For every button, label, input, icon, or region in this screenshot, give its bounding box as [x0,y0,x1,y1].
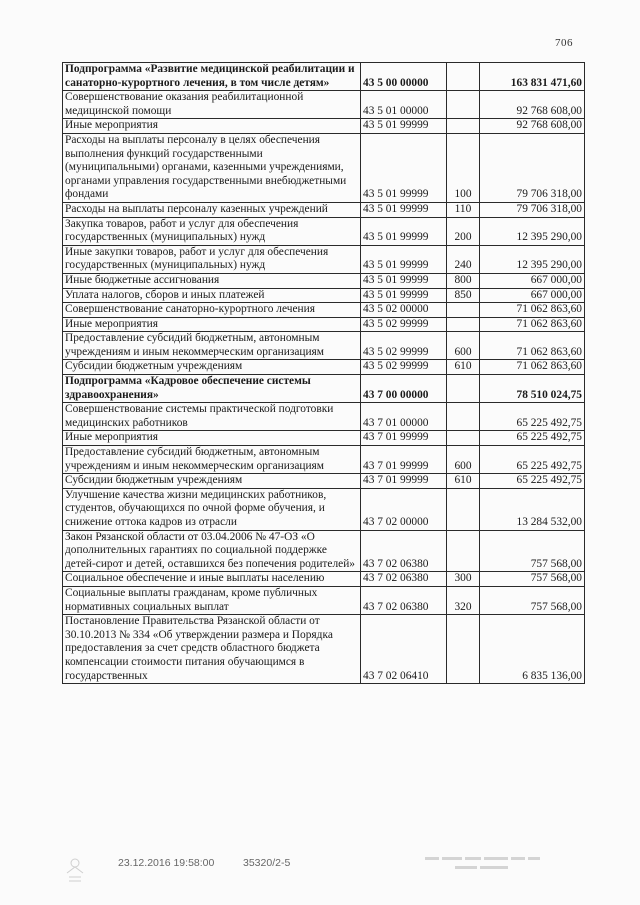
table-row [63,586,585,614]
table-row [63,202,585,217]
row-code: 43 5 01 00000 [361,91,447,119]
row-name: Иные бюджетные ассигнования [63,273,361,288]
budget-table [62,62,585,684]
row-amount: 79 706 318,00 [480,202,585,217]
document-stamp-icon [64,855,86,885]
row-name: Иные мероприятия [63,119,361,134]
row-type [447,91,480,119]
row-code: 43 7 02 06380 [361,530,447,572]
row-amount: 71 062 863,60 [480,303,585,318]
row-amount: 65 225 492,75 [480,474,585,489]
page-number: 706 [555,37,573,49]
row-name: Иные мероприятия [63,431,361,446]
row-code: 43 7 01 99999 [361,431,447,446]
row-type [447,375,480,403]
row-name: Расходы на выплаты персоналу в целях обеспечения выполнения функций государственными (муниципальными) органами, казенными учреждениями, органами управления государственными внебюджетными фондами [63,133,361,202]
row-code: 43 5 01 99999 [361,273,447,288]
row-amount: 667 000,00 [480,288,585,303]
row-code: 43 5 01 99999 [361,245,447,273]
row-amount: 163 831 471,60 [480,63,585,91]
row-name: Иные закупки товаров, работ и услуг для обеспечения государственных (муниципальных) нужд [63,245,361,273]
footer-doc-code: 35320/2-5 [243,857,291,869]
table-row [63,288,585,303]
footer [0,855,640,895]
row-type: 200 [447,217,480,245]
table-row [63,360,585,375]
table-row [63,245,585,273]
row-type: 110 [447,202,480,217]
row-type: 100 [447,133,480,202]
table-row [63,119,585,134]
row-type [447,303,480,318]
row-amount: 71 062 863,60 [480,332,585,360]
row-code: 43 7 02 06380 [361,586,447,614]
row-code: 43 7 01 00000 [361,403,447,431]
row-name: Закон Рязанской области от 03.04.2006 № 47-ОЗ «О дополнительных гарантиях по социальной поддержке детей-сирот и детей, оставшихся без попечения родителей» [63,530,361,572]
row-code: 43 5 01 99999 [361,133,447,202]
row-amount: 65 225 492,75 [480,446,585,474]
row-code: 43 5 01 99999 [361,119,447,134]
row-type [447,431,480,446]
watermark-text [425,855,543,878]
row-name: Подпрограмма «Кадровое обеспечение системы здравоохранения» [63,375,361,403]
table-row [63,446,585,474]
table-row [63,474,585,489]
row-code: 43 5 02 99999 [361,360,447,375]
row-type: 300 [447,572,480,587]
row-name: Субсидии бюджетным учреждениям [63,360,361,375]
row-code: 43 7 00 00000 [361,375,447,403]
table-row [63,332,585,360]
row-type: 610 [447,474,480,489]
table-row [63,615,585,684]
row-type [447,488,480,530]
row-code: 43 5 02 99999 [361,317,447,332]
row-type: 600 [447,332,480,360]
row-name: Субсидии бюджетным учреждениям [63,474,361,489]
row-amount: 12 395 290,00 [480,245,585,273]
table-row [63,91,585,119]
row-amount: 71 062 863,60 [480,317,585,332]
row-code: 43 5 02 00000 [361,303,447,318]
row-name: Совершенствование санаторно-курортного лечения [63,303,361,318]
row-amount: 667 000,00 [480,273,585,288]
table-row [63,488,585,530]
row-amount: 65 225 492,75 [480,403,585,431]
footer-date: 23.12.2016 19:58:00 [118,857,215,869]
row-name: Закупка товаров, работ и услуг для обеспечения государственных (муниципальных) нужд [63,217,361,245]
row-code: 43 5 01 99999 [361,202,447,217]
table-row [63,63,585,91]
row-type: 240 [447,245,480,273]
table-row [63,273,585,288]
row-name: Подпрограмма «Развитие медицинской реабилитации и санаторно-курортного лечения, в том числе детям» [63,63,361,91]
row-amount: 6 835 136,00 [480,615,585,684]
row-type [447,403,480,431]
row-code: 43 5 01 99999 [361,288,447,303]
row-code: 43 7 02 06410 [361,615,447,684]
row-amount: 71 062 863,60 [480,360,585,375]
row-type [447,63,480,91]
row-name: Совершенствование оказания реабилитационной медицинской помощи [63,91,361,119]
row-name: Предоставление субсидий бюджетным, автономным учреждениям и иным некоммерческим организациям [63,332,361,360]
row-amount: 13 284 532,00 [480,488,585,530]
row-name: Предоставление субсидий бюджетным, автономным учреждениям и иным некоммерческим организациям [63,446,361,474]
row-name: Иные мероприятия [63,317,361,332]
row-type: 850 [447,288,480,303]
row-name: Постановление Правительства Рязанской области от 30.10.2013 № 334 «Об утверждении размера и Порядка предоставления за счет средств областного бюджета компенсации стоимости питания обучающимся в государственных [63,615,361,684]
table-row [63,530,585,572]
row-type [447,119,480,134]
row-code: 43 7 02 00000 [361,488,447,530]
table-row [63,375,585,403]
table-row [63,403,585,431]
row-amount: 79 706 318,00 [480,133,585,202]
row-code: 43 5 00 00000 [361,63,447,91]
row-amount: 12 395 290,00 [480,217,585,245]
row-code: 43 5 01 99999 [361,217,447,245]
row-name: Совершенствование системы практической подготовки медицинских работников [63,403,361,431]
row-amount: 757 568,00 [480,572,585,587]
row-type: 800 [447,273,480,288]
row-type: 320 [447,586,480,614]
row-amount: 92 768 608,00 [480,119,585,134]
row-amount: 757 568,00 [480,586,585,614]
row-code: 43 7 02 06380 [361,572,447,587]
row-amount: 78 510 024,75 [480,375,585,403]
row-name: Уплата налогов, сборов и иных платежей [63,288,361,303]
row-code: 43 5 02 99999 [361,332,447,360]
row-type [447,615,480,684]
row-code: 43 7 01 99999 [361,446,447,474]
row-name: Расходы на выплаты персоналу казенных учреждений [63,202,361,217]
row-amount: 757 568,00 [480,530,585,572]
table-row [63,572,585,587]
row-type: 600 [447,446,480,474]
row-type [447,317,480,332]
row-amount: 92 768 608,00 [480,91,585,119]
row-type: 610 [447,360,480,375]
table-row [63,317,585,332]
row-name: Социальное обеспечение и иные выплаты населению [63,572,361,587]
row-name: Социальные выплаты гражданам, кроме публичных нормативных социальных выплат [63,586,361,614]
table-row [63,217,585,245]
budget-table-body [63,63,585,684]
table-row [63,133,585,202]
row-type [447,530,480,572]
table-row [63,431,585,446]
row-name: Улучшение качества жизни медицинских работников, студентов, обучающихся по очной форме обучения, и снижение оттока кадров из отрасли [63,488,361,530]
table-row [63,303,585,318]
row-code: 43 7 01 99999 [361,474,447,489]
row-amount: 65 225 492,75 [480,431,585,446]
